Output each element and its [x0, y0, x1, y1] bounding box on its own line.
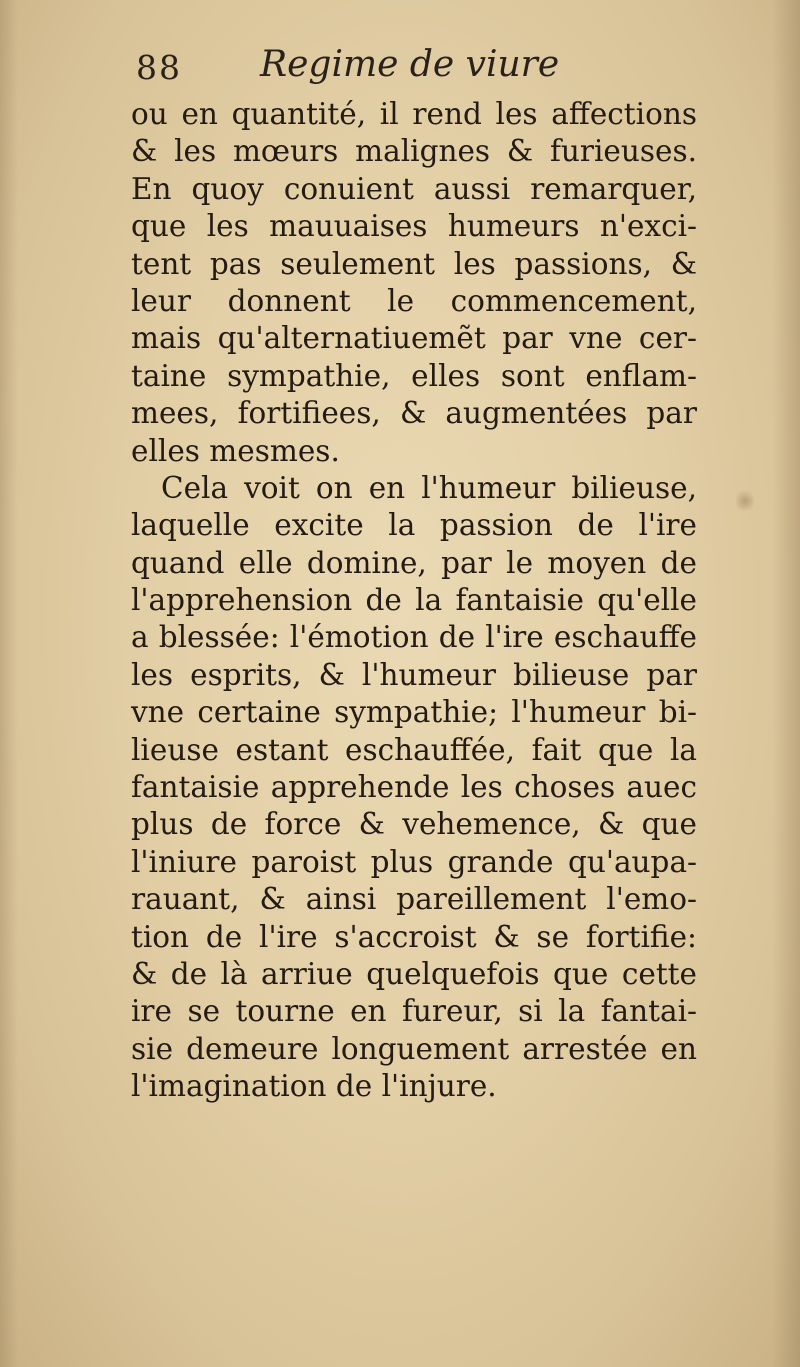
text-line: Cela voit on en l'humeur bilieuse,	[161, 470, 697, 505]
text-line: plus de force & vehemence, & que	[131, 807, 697, 842]
text-line: & de là arriue quelquefois que cette	[131, 956, 697, 991]
text-line: sie demeure longuement arrestée en	[131, 1031, 697, 1066]
text-line: fantaisie apprehende les choses auec	[131, 770, 697, 805]
text-line: ire se tourne en fureur, si la fantai-	[131, 994, 697, 1029]
text-line: taine sympathie, elles sont enflam-	[131, 358, 697, 393]
page-left-shadow	[0, 0, 18, 1367]
running-head: Regime de viure	[260, 44, 560, 85]
text-line: ou en quantité, il rend les affections	[131, 97, 697, 131]
page-number: 88	[136, 48, 182, 87]
text-line: leur donnent le commencement,	[131, 283, 697, 318]
text-line: mees, fortifiees, & augmentées par	[131, 396, 697, 431]
body-text	[131, 96, 697, 1106]
paragraph-2	[131, 470, 697, 1106]
paper-stain	[736, 488, 754, 514]
text-line: tion de l'ire s'accroist & se fortifie:	[131, 919, 697, 954]
text-line: l'imagination de l'injure.	[131, 1069, 497, 1104]
text-line: l'iniure paroist plus grande qu'aupa-	[131, 844, 697, 879]
text-line: rauant, & ainsi pareillement l'emo-	[131, 882, 697, 917]
text-line: l'apprehension de la fantaisie qu'elle	[131, 583, 697, 618]
text-line: les esprits, & l'humeur bilieuse par	[131, 657, 697, 692]
text-line: tent pas seulement les passions, &	[131, 246, 697, 281]
text-line: a blessée: l'émotion de l'ire eschauffe	[131, 620, 697, 655]
text-line: que les mauuaises humeurs n'exci-	[131, 209, 697, 244]
page-right-shadow	[772, 0, 800, 1367]
text-line: laquelle excite la passion de l'ire	[131, 508, 697, 543]
text-line: mais qu'alternatiuemẽt par vne cer-	[131, 321, 697, 356]
paragraph-1	[131, 96, 697, 470]
text-line: lieuse estant eschauffée, fait que la	[131, 732, 697, 767]
text-line: quand elle domine, par le moyen de	[131, 545, 697, 580]
page-header	[132, 44, 732, 100]
text-line: elles mesmes.	[131, 433, 340, 468]
text-line: & les mœurs malignes & furieuses.	[131, 134, 697, 169]
text-line: vne certaine sympathie; l'humeur bi-	[131, 695, 697, 730]
text-line: En quoy conuient aussi remarquer,	[131, 171, 697, 206]
